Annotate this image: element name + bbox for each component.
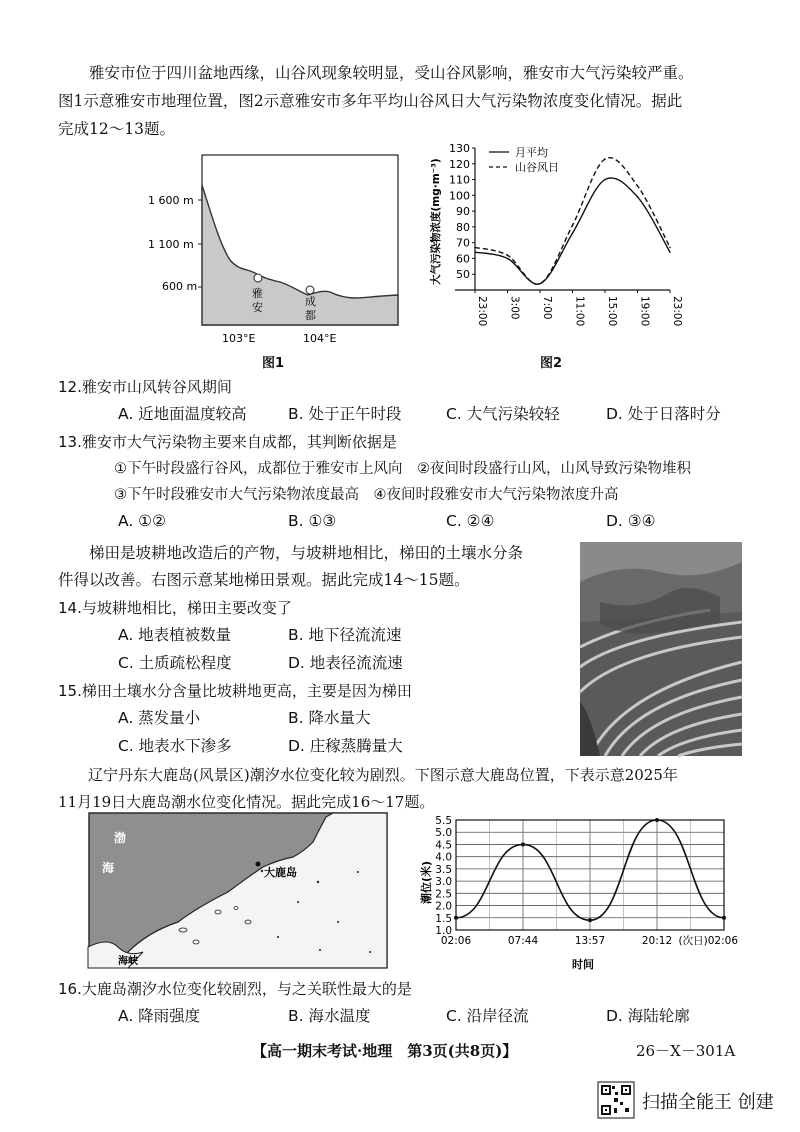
chart1-point [604, 158, 606, 160]
map-sea-label-1: 渤 [114, 831, 127, 845]
chart1-point [507, 254, 509, 256]
chart2-y-tick-label: 4.0 [435, 851, 452, 864]
q16-option-b[interactable]: B. 海水温度 [288, 1007, 371, 1025]
q13-item-line2: ③下午时段雅安市大气污染物浓度最高 ④夜间时段雅安市大气污染物浓度升高 [114, 487, 619, 503]
lon-label-104: 104°E [303, 332, 337, 345]
q14-option-c[interactable]: C. 土质疏松程度 [118, 654, 232, 672]
figure1-terrain-profile [140, 150, 410, 350]
chart2-y-tick-label: 2.0 [435, 900, 452, 913]
q16-option-a[interactable]: A. 降雨强度 [118, 1007, 201, 1025]
chart2-y-tick-label: 5.5 [435, 815, 452, 827]
q15-option-b[interactable]: B. 降水量大 [288, 709, 371, 727]
q16-option-d[interactable]: D. 海陆轮廓 [606, 1007, 690, 1025]
elev-label-600: 600 m [162, 280, 198, 293]
q13-option-b[interactable]: B. ①③ [288, 512, 337, 530]
intro1-line2: 图1示意雅安市地理位置，图2示意雅安市多年平均山谷风日大气污染物浓度变化情况。据此 [58, 92, 683, 110]
chart1-ylabel: 大气污染物浓度(mg·m⁻³) [430, 158, 442, 285]
place-chengdu-1: 成 [305, 295, 316, 308]
dalu-island-map [88, 812, 388, 968]
q14-option-a[interactable]: A. 地表植被数量 [118, 626, 232, 644]
page-footer-title: 【高一期末考试·地理 第3页(共8页)】 [252, 1042, 518, 1060]
place-yaan-2: 安 [252, 301, 263, 314]
legend-monthly: 月平均 [515, 146, 548, 159]
q12-stem: 12.雅安市山风转谷风期间 [58, 378, 232, 396]
chart1-point [474, 247, 476, 249]
map-strait-label: 海峡 [118, 956, 138, 967]
place-yaan-1: 雅 [252, 287, 263, 300]
chart1-point [669, 247, 671, 249]
legend-valley-wind-day: 山谷风日 [515, 161, 559, 174]
chart1-point [572, 225, 574, 227]
q14-option-b[interactable]: B. 地下径流流速 [288, 626, 402, 644]
chart1-x-tick-label: 7:00 [541, 296, 553, 320]
q13-option-a[interactable]: A. ①② [118, 512, 166, 530]
place-chengdu-2: 都 [305, 309, 316, 322]
q14-stem: 14.与坡耕地相比，梯田主要改变了 [58, 599, 292, 617]
chart2-y-tick-label: 1.0 [435, 925, 452, 937]
chart1-x-tick-label: 15:00 [606, 296, 618, 327]
chart1-x-tick-label: 3:00 [508, 296, 521, 320]
watermark-text: 扫描全能王 创建 [642, 1092, 774, 1113]
chart2-point [521, 842, 525, 846]
chart1-y-tick-label: 80 [456, 220, 470, 234]
q15-option-c[interactable]: C. 地表水下渗多 [118, 737, 232, 755]
q12-option-b[interactable]: B. 处于正午时段 [288, 405, 402, 423]
chart1-x-tick-label: 23:00 [671, 296, 683, 327]
intro3-line2: 11月19日大鹿岛潮水位变化情况。据此完成16～17题。 [58, 793, 435, 811]
chart1-x-tick-label: 11:00 [573, 296, 586, 327]
chart1-point [637, 196, 639, 198]
chart2-y-tick-label: 3.0 [435, 876, 452, 889]
chart2-x-tick-label: 20:12 [641, 935, 673, 947]
chart1-y-tick-label: 90 [456, 205, 470, 219]
chart1-series-line-2 [475, 158, 670, 285]
chengdu-marker-icon [306, 286, 314, 294]
terrace-landscape-photo [580, 542, 742, 756]
chart1-y-tick-label: 50 [456, 268, 470, 282]
chart1-point [669, 251, 671, 253]
intro2-line1: 梯田是坡耕地改造后的产物，与坡耕地相比，梯田的土壤水分条 [89, 544, 524, 562]
q12-option-a[interactable]: A. 近地面温度较高 [118, 405, 247, 423]
chart1-point [637, 185, 639, 187]
q13-stem: 13.雅安市大气污染物主要来自成都，其判断依据是 [58, 433, 397, 451]
q15-option-a[interactable]: A. 蒸发量小 [118, 709, 201, 727]
figure2-pollution-chart [425, 140, 683, 350]
chart2-point [588, 918, 592, 922]
chart1-series-line-1 [475, 178, 670, 284]
q16-stem: 16.大鹿岛潮汐水位变化较剧烈，与之关联性最大的是 [58, 980, 412, 998]
chart1-point [474, 251, 476, 253]
q12-option-d[interactable]: D. 处于日落时分 [606, 405, 721, 423]
q15-stem: 15.梯田土壤水分含量比坡耕地更高，主要是因为梯田 [58, 682, 412, 700]
q13-option-c[interactable]: C. ②④ [446, 512, 495, 530]
tide-level-chart [410, 812, 740, 972]
chart2-x-tick-label: 02:06 [440, 935, 472, 947]
chart2-y-tick-label: 4.5 [435, 839, 452, 852]
figure1-caption: 图1 [262, 356, 285, 371]
page-footer-code: 26－X－301A [636, 1042, 736, 1060]
map-sea-label-2: 海 [102, 861, 115, 875]
chart2-point [454, 916, 458, 920]
chart1-y-tick-label: 100 [449, 189, 470, 203]
chart2-x-tick-label: 13:57 [574, 935, 606, 947]
chart2-x-tick-label: (次日)02:06 [678, 935, 738, 947]
q15-option-d[interactable]: D. 庄稼蒸腾量大 [288, 737, 403, 755]
chart2-xlabel: 时间 [572, 958, 594, 971]
intro3-line1: 辽宁丹东大鹿岛(风景区)潮汐水位变化较为剧烈。下图示意大鹿岛位置，下表示意2025年 [88, 766, 678, 784]
intro2-line2: 件得以改善。右图示意某地梯田景观。据此完成14～15题。 [58, 571, 470, 589]
elev-label-1100: 1 100 m [148, 238, 194, 251]
intro1-line3: 完成12～13题。 [58, 120, 175, 138]
chart2-y-tick-label: 1.5 [435, 912, 452, 925]
qr-code-icon [598, 1082, 634, 1118]
figure2-caption: 图2 [540, 356, 563, 371]
chart1-y-tick-label: 60 [456, 252, 470, 266]
q13-item-line1: ①下午时段盛行谷风，成都位于雅安市上风向 ②夜间时段盛行山风，山风导致污染物堆积 [114, 461, 691, 477]
chart2-y-tick-label: 2.5 [435, 888, 452, 901]
lon-label-103: 103°E [222, 332, 256, 345]
chart1-y-tick-label: 130 [449, 142, 470, 155]
chart1-y-tick-label: 120 [449, 157, 470, 171]
chart1-x-tick-label: 19:00 [638, 296, 651, 327]
chart1-point [507, 258, 509, 260]
chart2-point [655, 818, 659, 822]
chart2-ylabel: 潮位(米) [420, 860, 433, 904]
chart1-point [539, 283, 541, 285]
yaan-marker-icon [254, 274, 262, 282]
chart1-y-tick-label: 70 [456, 236, 470, 250]
intro1-line1: 雅安市位于四川盆地西缘，山谷风现象较明显，受山谷风影响，雅安市大气污染较严重。 [89, 64, 694, 82]
chart1-point [604, 179, 606, 181]
chart2-point [722, 916, 726, 920]
dalu-island-marker-icon [256, 862, 261, 867]
q13-option-d[interactable]: D. ③④ [606, 512, 656, 530]
q16-option-c[interactable]: C. 沿岸径流 [446, 1007, 529, 1025]
q14-option-d[interactable]: D. 地表径流流速 [288, 654, 403, 672]
chart1-x-tick-label: 23:00 [476, 296, 488, 327]
chart2-y-tick-label: 5.0 [435, 827, 452, 840]
elev-label-1600: 1 600 m [148, 194, 194, 207]
q12-option-c[interactable]: C. 大气污染较轻 [446, 405, 560, 423]
chart2-y-tick-label: 3.5 [435, 863, 452, 876]
chart2-x-tick-label: 07:44 [507, 935, 539, 947]
chart1-point [572, 232, 574, 234]
map-island-label: 大鹿岛 [264, 866, 297, 879]
chart1-y-tick-label: 110 [449, 173, 470, 187]
